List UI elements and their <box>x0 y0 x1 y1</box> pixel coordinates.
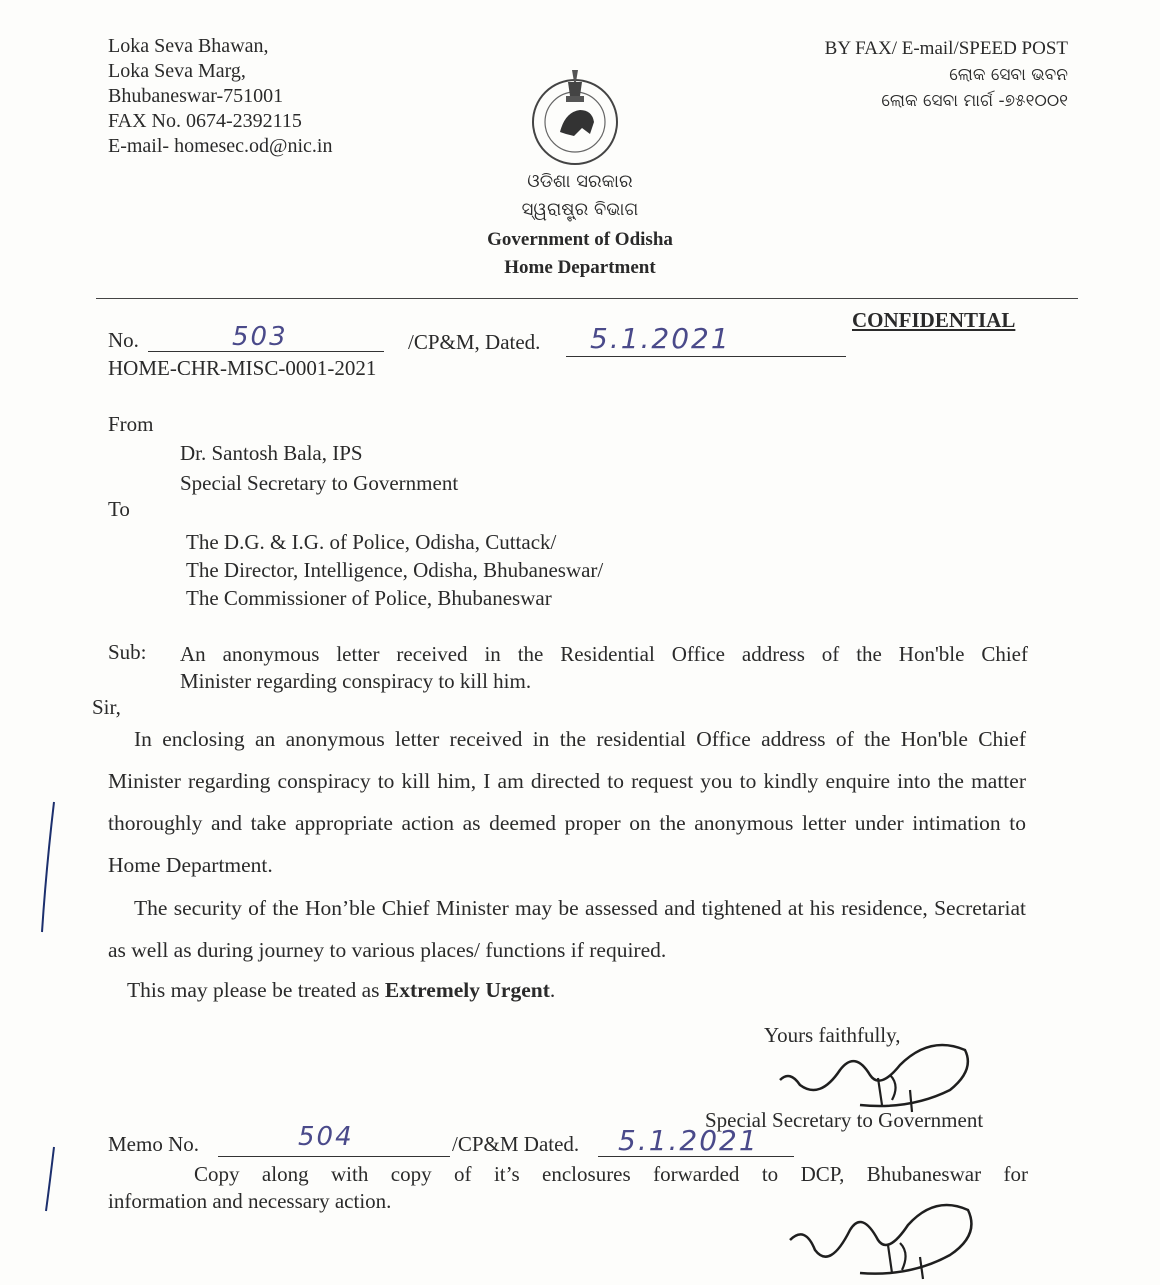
margin-pen-mark <box>40 1145 60 1215</box>
from-name: Dr. Santosh Bala, IPS <box>180 441 363 465</box>
address-line: Loka Seva Marg, <box>108 60 246 82</box>
odia-address-line: ଲୋକ ସେବା ଭବନ <box>949 65 1068 85</box>
signature-icon <box>770 1195 980 1280</box>
file-number: HOME-CHR-MISC-0001-2021 <box>108 356 377 380</box>
to-label: To <box>108 497 130 521</box>
ref-dated-label: /CP&M, Dated. <box>408 330 541 354</box>
recipient-item: The D.G. & I.G. of Police, Odisha, Cuttack/ <box>186 530 557 554</box>
fax-number: FAX No. 0674-2392115 <box>108 110 302 132</box>
ref-date-handwritten: 5.1.2021 <box>590 322 731 355</box>
ref-no-handwritten: 503 <box>232 322 288 352</box>
sender-address <box>108 34 332 159</box>
memo-copy-text: Copy along with copy of it’s enclosures forwarded to DCP, Bhubaneswar for <box>194 1162 1028 1186</box>
urgency-note <box>127 978 555 1003</box>
urgency-emphasis: Extremely Urgent <box>384 978 550 1002</box>
subject-label: Sub: <box>108 640 147 664</box>
email-address: E-mail- homesec.od@nic.in <box>108 135 333 157</box>
header-divider <box>96 298 1078 299</box>
address-line: Bhubaneswar-751001 <box>108 85 284 107</box>
urgency-suffix: . <box>549 978 556 1002</box>
letterhead-title <box>380 168 780 282</box>
memo-label: Memo No. <box>108 1132 199 1156</box>
dept-name: Home Department <box>504 257 656 278</box>
odia-dept-name: ସ୍ୱରାଷ୍ଟ୍ର ବିଭାଗ <box>521 199 639 220</box>
dispatch-mode: BY FAX/ E-mail/SPEED POST <box>824 38 1068 59</box>
odia-govt-name: ଓଡିଶା ସରକାର <box>527 171 633 192</box>
memo-no-handwritten: 504 <box>298 1122 354 1152</box>
signature-icon <box>760 1030 980 1120</box>
dispatch-block <box>825 36 1068 114</box>
address-line: Loka Seva Bhawan, <box>108 35 269 57</box>
memo-date-handwritten: 5.1.2021 <box>618 1124 759 1157</box>
from-designation: Special Secretary to Government <box>180 471 459 495</box>
closing-yours: Yours faithfully, <box>764 1023 901 1047</box>
odia-address-line: ଲୋକ ସେବା ମାର୍ଗ -୭୫୧୦୦୧ <box>881 91 1068 111</box>
from-label: From <box>108 412 154 436</box>
odisha-emblem-icon <box>530 62 620 168</box>
memo-dated-label: /CP&M Dated. <box>452 1132 580 1156</box>
ref-date-line <box>566 356 846 357</box>
closing-designation: Special Secretary to Government <box>705 1108 984 1132</box>
recipient-item: The Director, Intelligence, Odisha, Bhubaneswar/ <box>186 558 604 582</box>
recipient-item: The Commissioner of Police, Bhubaneswar <box>186 586 552 610</box>
body-paragraph: In enclosing an anonymous letter received in the residential Office address of the Hon'ble Chief Minister regarding conspiracy to kill him, I am directed to request you to kindly enquire into the matter thoroughly and take appropriate action as deemed proper on the anonymous letter under intimation to Home Department. <box>108 727 1026 877</box>
salutation: Sir, <box>92 695 121 719</box>
urgency-prefix: This may please be treated as <box>127 978 385 1002</box>
memo-copy-text: information and necessary action. <box>108 1189 392 1213</box>
govt-name: Government of Odisha <box>487 229 673 250</box>
body-paragraph: The security of the Hon’ble Chief Minister may be assessed and tightened at his residence, Secretariat as well as during journey to various places/ functions if required. <box>108 896 1026 962</box>
confidential-label: CONFIDENTIAL <box>852 308 1016 332</box>
subject-line: An anonymous letter received in the Residential Office address of the Hon'ble Chief <box>180 642 1028 666</box>
margin-pen-mark <box>36 800 60 935</box>
ref-no-label: No. <box>108 328 139 352</box>
recipient-list <box>186 528 603 612</box>
memo-no-line <box>218 1156 450 1157</box>
subject-line: Minister regarding conspiracy to kill him. <box>180 669 532 693</box>
